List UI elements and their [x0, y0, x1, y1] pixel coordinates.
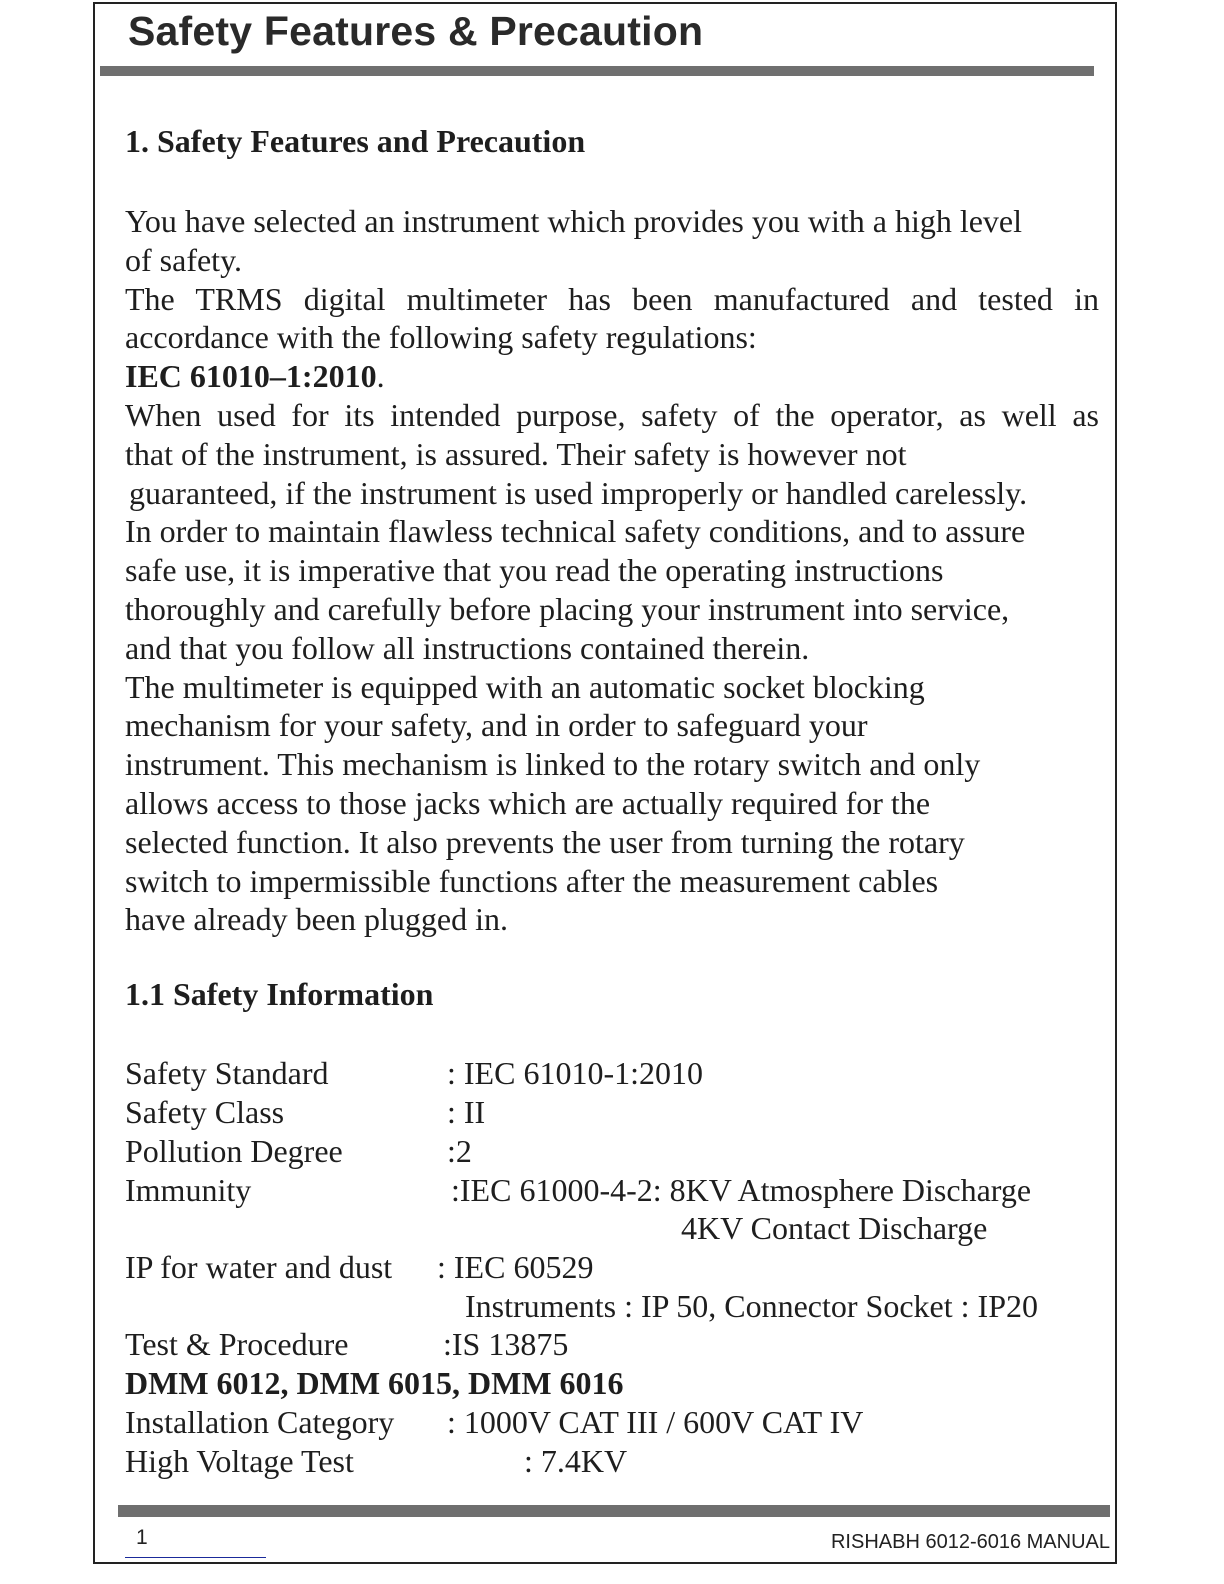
paragraph-line: mechanism for your safety, and in order to safeguard your	[125, 707, 868, 744]
paragraph-line: You have selected an instrument which provides you with a high level	[125, 203, 1023, 239]
standard-reference: IEC 61010–1:2010	[125, 358, 377, 395]
paragraph-line: instrument. This mechanism is linked to the rotary switch and only	[125, 746, 981, 783]
spec-value: : 1000V CAT III / 600V CAT IV	[447, 1404, 864, 1440]
paragraph-line: safe use, it is imperative that you read the operating instructions	[125, 552, 944, 589]
spec-label: Immunity	[125, 1172, 252, 1208]
spec-value: : IEC 61010-1:2010	[447, 1055, 703, 1091]
spec-value: :IS 13875	[443, 1326, 569, 1362]
spec-label: IP for water and dust	[125, 1249, 393, 1285]
paragraph-line: guaranteed, if the instrument is used improperly or handled carelessly.	[129, 474, 1028, 511]
paragraph-line: The TRMS digital multimeter has been manufactured and tested in	[125, 280, 1099, 317]
spec-value-continued: Instruments : IP 50, Connector Socket : IP20	[465, 1288, 1038, 1324]
spec-label: Pollution Degree	[125, 1133, 343, 1169]
spec-label: Safety Class	[125, 1094, 285, 1130]
spec-value: : IEC 60529	[437, 1249, 594, 1285]
spec-value: : 7.4KV	[524, 1443, 628, 1479]
model-list: DMM 6012, DMM 6015, DMM 6016	[125, 1365, 624, 1401]
header-divider	[100, 66, 1094, 76]
manual-name: RISHABH 6012-6016 MANUAL	[830, 1531, 1110, 1553]
standard-suffix: .	[376, 358, 385, 395]
standard-line	[125, 357, 1099, 396]
paragraph-line: allows access to those jacks which are actually required for the	[125, 784, 931, 821]
spec-value-continued: 4KV Contact Discharge	[681, 1210, 988, 1246]
paragraph-line: When used for its intended purpose, safety of the operator, as well as	[125, 396, 1099, 433]
section-body	[125, 202, 1099, 939]
spec-label: High Voltage Test	[125, 1443, 354, 1479]
paragraph-line: have already been plugged in.	[125, 901, 508, 938]
subsection-heading: 1.1 Safety Information	[125, 976, 434, 1012]
footer-divider	[118, 1505, 1110, 1517]
paragraph-line: In order to maintain flawless technical safety conditions, and to assure	[125, 513, 1026, 550]
paragraph-line: The multimeter is equipped with an automatic socket blocking	[125, 668, 925, 705]
paragraph-line: selected function. It also prevents the user from turning the rotary	[125, 823, 965, 860]
spec-label: Test & Procedure	[125, 1326, 349, 1362]
page-title: Safety Features & Precaution	[128, 8, 704, 54]
paragraph-line: and that you follow all instructions contained therein.	[125, 629, 810, 666]
paragraph-line: thoroughly and carefully before placing your instrument into service,	[125, 590, 1010, 627]
paragraph-line: of safety.	[125, 241, 242, 278]
page-number: 1	[136, 1526, 148, 1549]
section-heading: 1. Safety Features and Precaution	[125, 123, 586, 159]
paragraph-line: switch to impermissible functions after the measurement cables	[125, 862, 939, 899]
spec-label: Installation Category	[125, 1404, 395, 1440]
page-number-underline	[125, 1557, 266, 1558]
paragraph-line: accordance with the following safety regulations:	[125, 319, 757, 356]
spec-value: :IEC 61000-4-2: 8KV Atmosphere Discharge	[451, 1172, 1032, 1208]
spec-value: :2	[447, 1133, 472, 1169]
spec-value: : II	[447, 1094, 486, 1130]
spec-label: Safety Standard	[125, 1055, 329, 1091]
paragraph-line: that of the instrument, is assured. Their safety is however not	[125, 435, 907, 472]
